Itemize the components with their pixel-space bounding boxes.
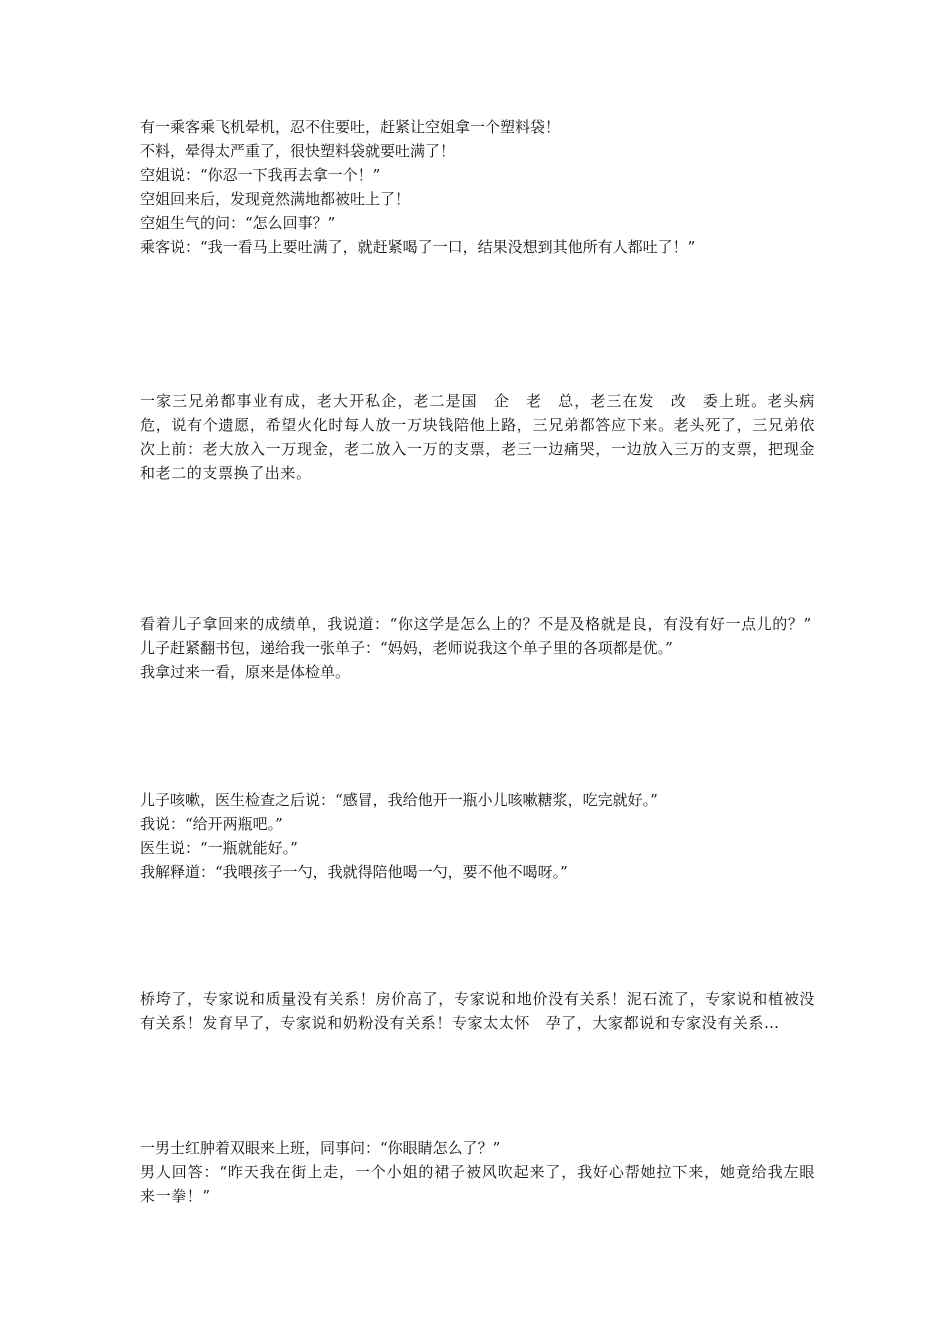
text-line: 医生说：“一瓶就能好。”: [140, 839, 298, 857]
text-line: 空姐生气的问：“怎么回事？”: [140, 214, 336, 232]
text-line: 一男士红肿着双眼来上班，同事问：“你眼睛怎么了？”: [140, 1139, 501, 1157]
text-line: 儿子咳嗽，医生检查之后说：“感冒，我给他开一瓶小儿咳嗽糖浆，吃完就好。”: [140, 791, 658, 809]
joke-cough-syrup: [140, 788, 815, 884]
text-line: 不料，晕得太严重了，很快塑料袋就要吐满了！: [140, 142, 456, 160]
joke-experts: [140, 987, 815, 1035]
text-line: 有一乘客乘飞机晕机，忍不住要吐，赶紧让空姐拿一个塑料袋！: [140, 118, 561, 136]
joke-airsick-passenger: [140, 115, 815, 259]
joke-three-brothers: [140, 389, 815, 485]
text-paragraph: 男人回答：“昨天我在街上走，一个小姐的裙子被风吹起来了，我好心帮她拉下来，她竟给我左眼来一拳！”: [140, 1163, 815, 1205]
text-paragraph: 桥垮了，专家说和质量没有关系！房价高了，专家说和地价没有关系！泥石流了，专家说和植被没有关系！发育早了，专家说和奶粉没有关系！专家太太怀 孕了，大家都说和专家没有关系…: [140, 990, 815, 1032]
text-line: 我解释道：“我喂孩子一勺，我就得陪他喝一勺，要不他不喝呀。”: [140, 863, 568, 881]
text-line: 空姐回来后，发现竟然满地都被吐上了！: [140, 190, 411, 208]
text-line: 我拿过来一看，原来是体检单。: [140, 663, 351, 681]
text-paragraph: 看着儿子拿回来的成绩单，我说道：“你这学是怎么上的？不是及格就是良，有没有好一点儿的？”: [140, 615, 812, 633]
text-paragraph: 一家三兄弟都事业有成，老大开私企，老二是国 企 老 总，老三在发 改 委上班。老头病危，说有个遗愿，希望火化时每人放一万块钱陪他上路，三兄弟都答应下来。老头死了，三兄弟依次上前：老大放入一万现金，老二放入一万的支票，老三一边痛哭，一边放入三万的支票，把现金和老二的支票换了出来。: [140, 392, 815, 482]
text-line: 空姐说：“你忍一下我再去拿一个！”: [140, 166, 381, 184]
joke-report-card: [140, 612, 815, 684]
joke-swollen-eyes: [140, 1136, 815, 1208]
text-line: 我说：“给开两瓶吧。”: [140, 815, 283, 833]
text-line: 儿子赶紧翻书包，递给我一张单子：“妈妈，老师说我这个单子里的各项都是优。”: [140, 639, 673, 657]
text-line: 乘客说：“我一看马上要吐满了，就赶紧喝了一口，结果没想到其他所有人都吐了！”: [140, 238, 696, 256]
